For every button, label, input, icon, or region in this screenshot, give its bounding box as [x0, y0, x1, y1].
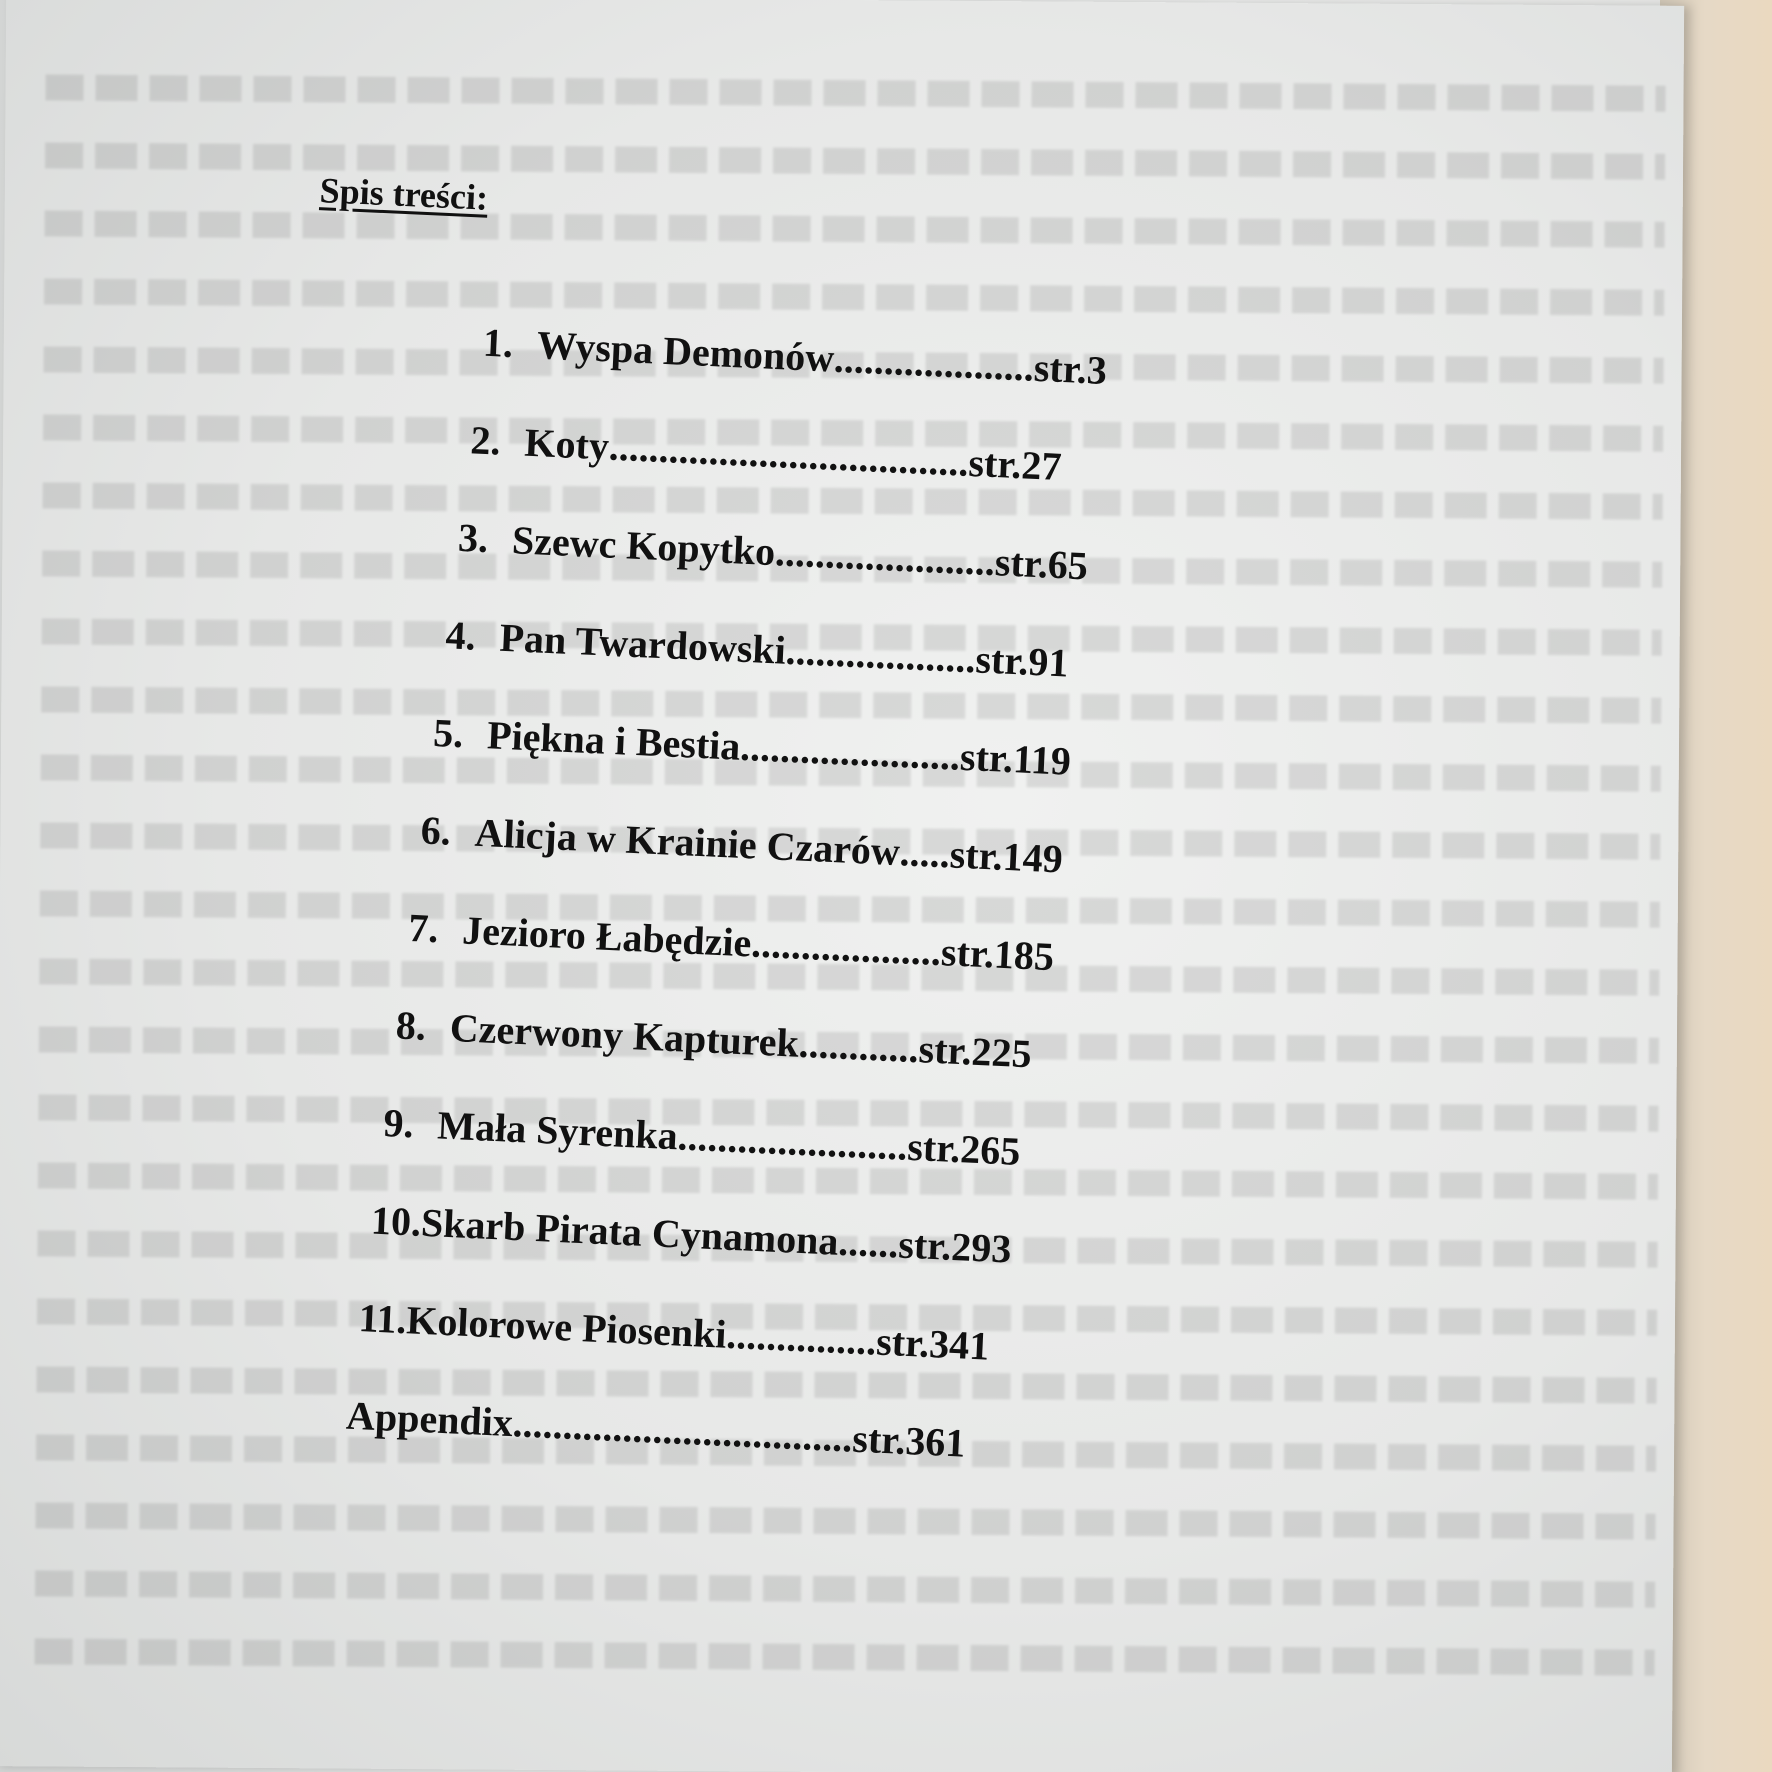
entry-leader-dots: ............... [725, 1311, 878, 1364]
entry-number: 8. [395, 1002, 428, 1049]
entry-leader-dots: ..... [898, 829, 951, 877]
entry-title: Kolorowe Piosenki [405, 1297, 728, 1357]
entry-title: Alicja w Krainie Czarów [473, 809, 901, 875]
toc-entry-2 [470, 416, 1063, 490]
entry-leader-dots: ............ [797, 1020, 920, 1072]
toc-entry-4 [445, 611, 1070, 686]
entry-number: 5. [432, 709, 465, 757]
entry-leader-dots: .................................. [511, 1400, 854, 1461]
toc-entry-11 [358, 1294, 991, 1370]
toc-heading: Spis treści: [318, 170, 489, 218]
entry-page: str.185 [940, 929, 1056, 980]
entry-page: str.149 [948, 831, 1064, 882]
entry-number: 10. [370, 1197, 423, 1245]
entry-title: Pan Twardowski [498, 614, 787, 673]
toc-entry-6 [420, 806, 1064, 882]
toc-entry-7 [407, 904, 1055, 980]
entry-title: Piękna i Bestia [486, 712, 742, 769]
entry-title: Czerwony Kapturek [448, 1004, 800, 1066]
entry-title: Szewc Kopytko [511, 517, 777, 575]
entry-page: str.65 [993, 539, 1089, 589]
entry-title: Skarb Pirata Cynamona [420, 1199, 840, 1264]
entry-page: str.341 [875, 1318, 991, 1369]
entry-leader-dots: .................... [833, 335, 1035, 390]
entry-title: Jezioro Łabędzie [461, 907, 753, 966]
entry-page: str.91 [974, 636, 1070, 686]
toc-entry-appendix [345, 1392, 966, 1467]
entry-number: 3. [457, 514, 490, 562]
entry-page: str.361 [851, 1415, 967, 1466]
entry-leader-dots: ................... [784, 627, 977, 682]
toc-entry-10 [370, 1197, 1012, 1273]
entry-number: 2. [469, 417, 502, 464]
entry-page: str.265 [906, 1123, 1022, 1174]
entry-page: str.119 [959, 733, 1072, 784]
entry-page: str.27 [967, 439, 1063, 490]
entry-leader-dots: ...... [837, 1218, 900, 1267]
entry-number: 4. [444, 612, 477, 659]
entry-leader-dots: ....................... [676, 1113, 909, 1169]
entry-leader-dots: ...................... [774, 529, 997, 585]
toc-entry-5 [432, 709, 1072, 785]
entry-leader-dots: .................................... [607, 423, 970, 485]
toc-entry-8 [395, 1001, 1033, 1077]
entry-number: 6. [419, 807, 452, 854]
entry-page: str.293 [897, 1221, 1013, 1272]
toc-entry-1 [482, 319, 1108, 394]
entry-title: Appendix [345, 1392, 514, 1446]
entry-number: 1. [482, 319, 515, 367]
entry-number: 9. [382, 1100, 415, 1147]
entry-number: 11. [357, 1295, 408, 1343]
entry-page: str.3 [1032, 344, 1108, 393]
entry-page: str.225 [917, 1026, 1033, 1077]
entry-leader-dots: ...................... [739, 723, 962, 779]
entry-title: Wyspa Demonów [536, 322, 836, 381]
entry-leader-dots: ................... [750, 920, 943, 975]
entry-title: Koty [523, 419, 610, 469]
toc-entry-9 [383, 1099, 1022, 1175]
entry-title: Mała Syrenka [436, 1102, 679, 1159]
entry-number: 7. [407, 904, 440, 952]
toc-entry-3 [457, 514, 1089, 590]
